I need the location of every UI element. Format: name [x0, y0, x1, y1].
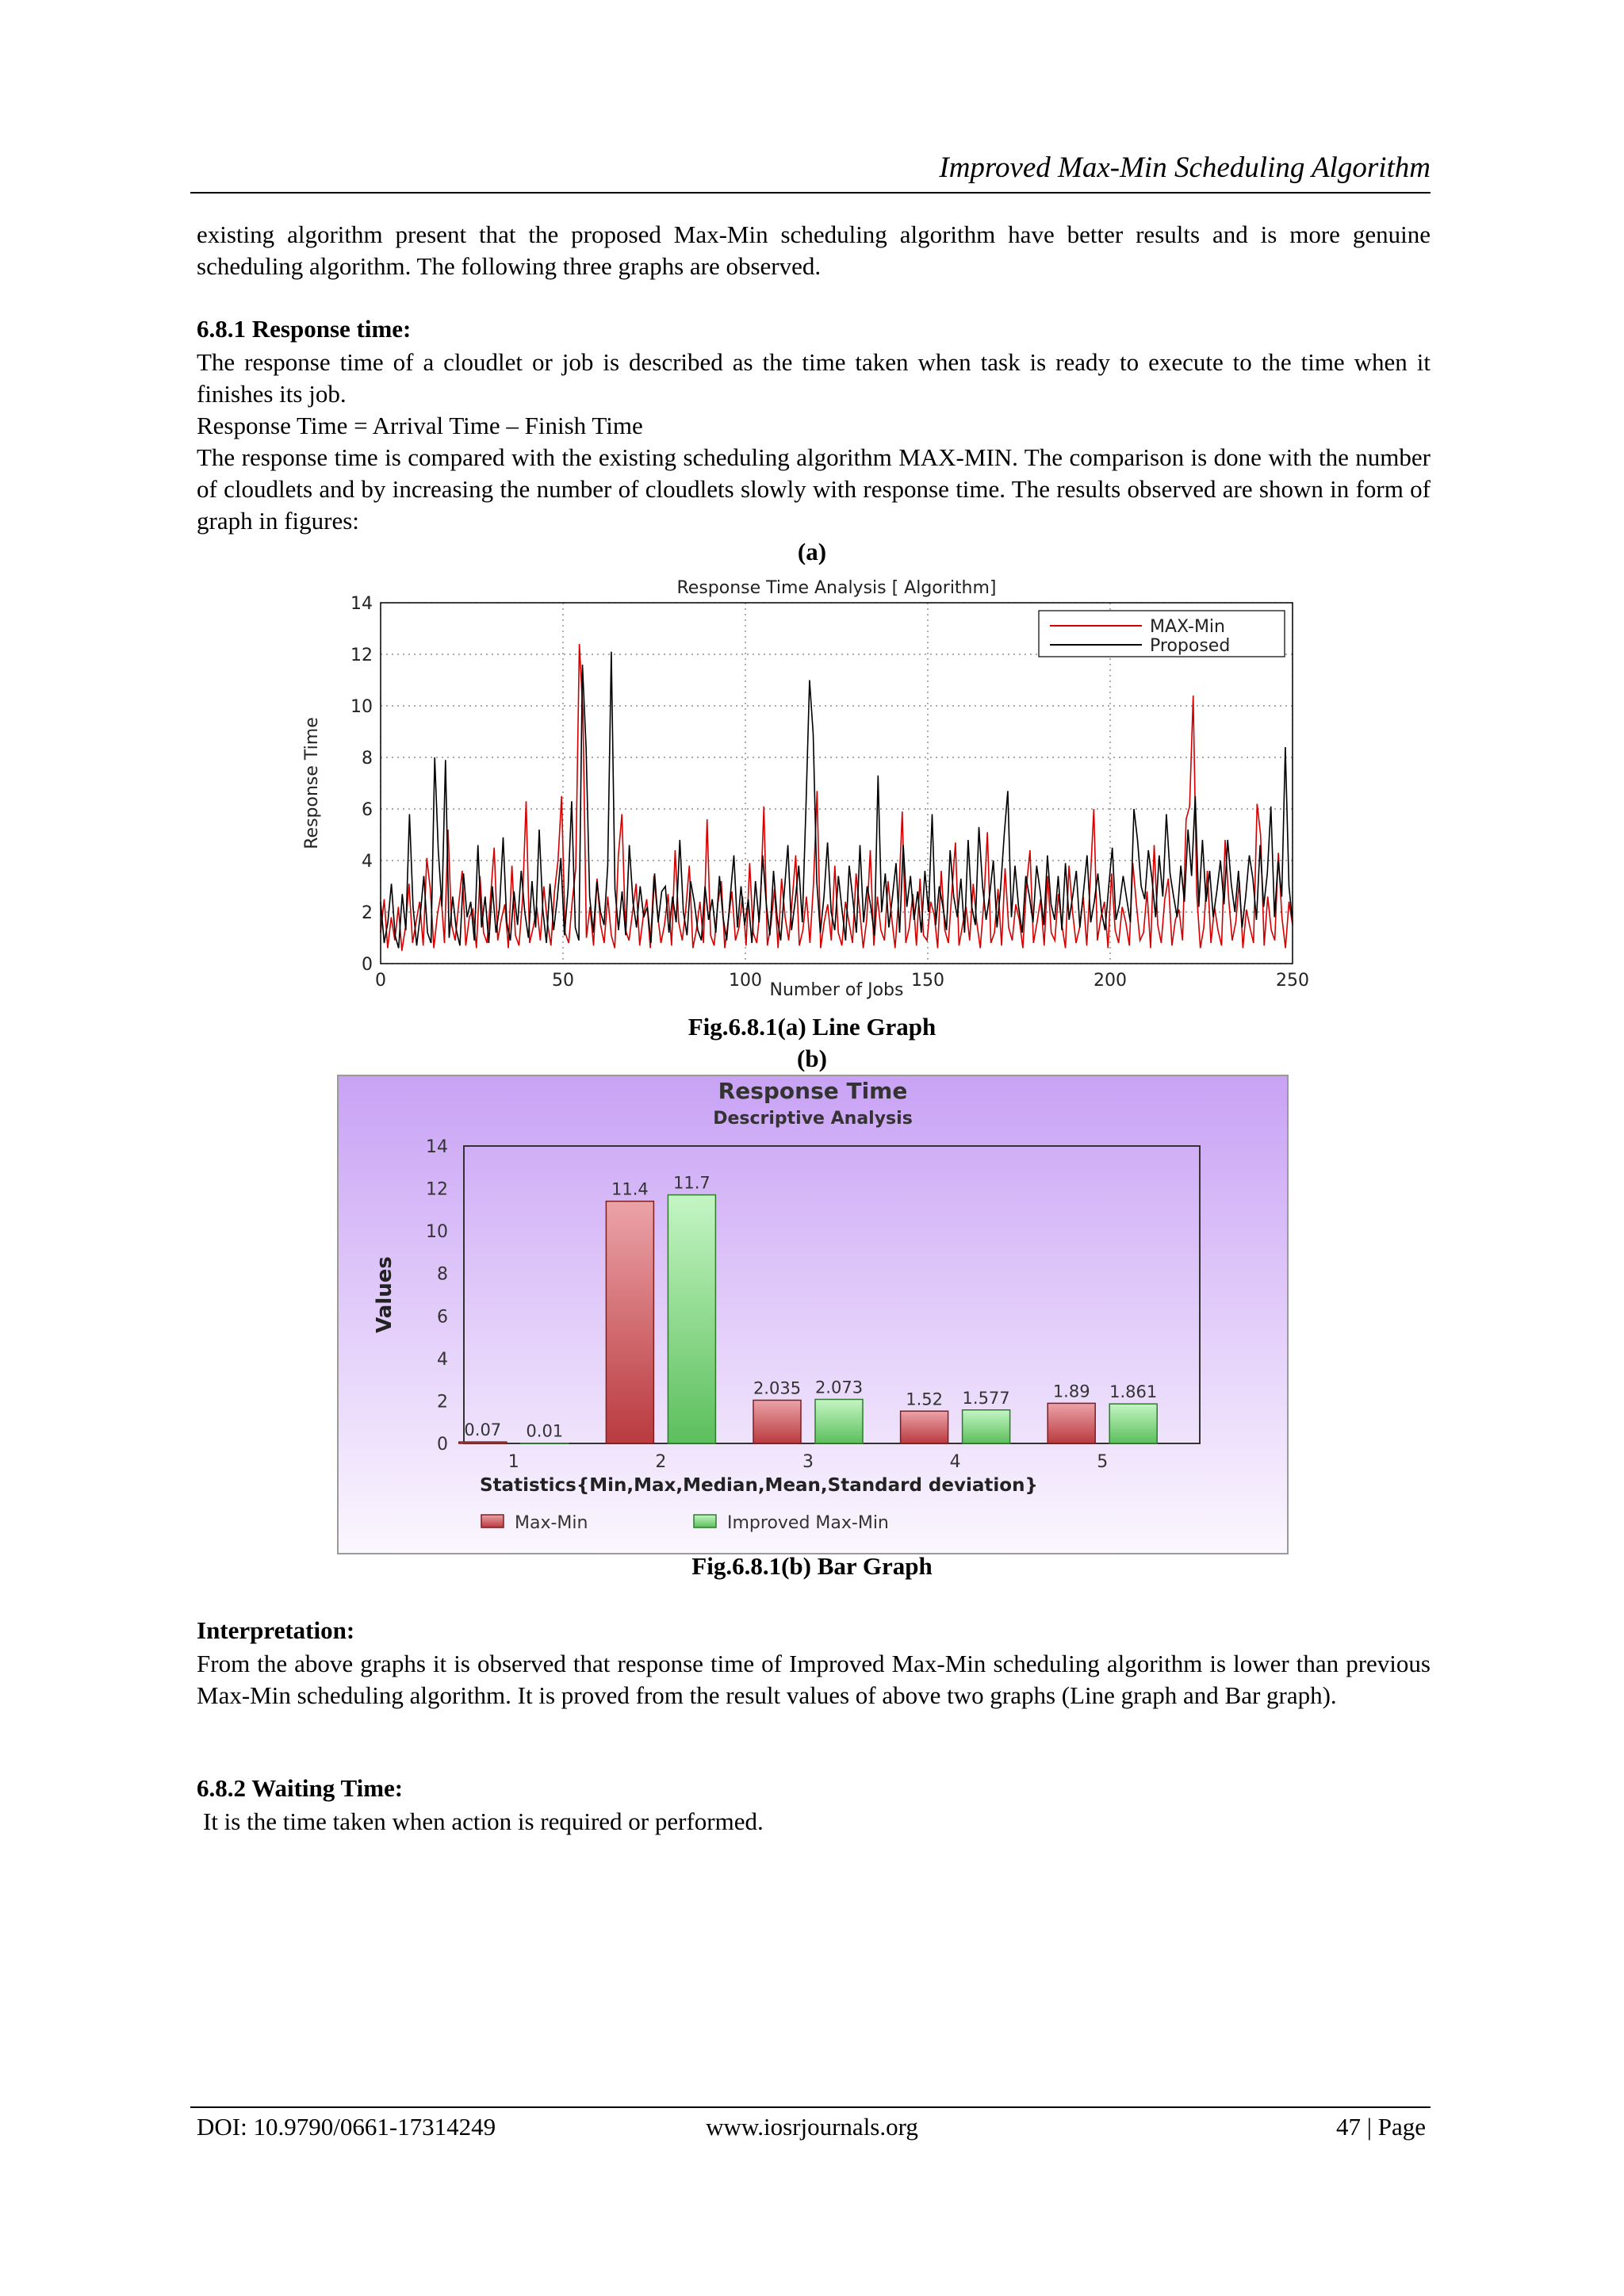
x-tick-label: 50: [552, 971, 574, 991]
data-label: 0.07: [464, 1420, 502, 1440]
data-label: 2.073: [814, 1378, 864, 1397]
legend-label: Max-Min: [515, 1513, 588, 1533]
y-tick-label: 6: [437, 1307, 448, 1328]
response-time-formula: Response Time = Arrival Time – Finish Time: [197, 412, 643, 439]
x-tick-label: 100: [729, 971, 762, 991]
footer-doi: DOI: 10.9790/0661-17314249: [197, 2113, 496, 2141]
data-label: 11.4: [611, 1179, 649, 1199]
y-tick-label: 12: [426, 1179, 448, 1200]
data-label: 1.89: [1052, 1382, 1090, 1401]
footer-page-number: 47 | Page: [1336, 2113, 1426, 2141]
y-tick-label: 8: [437, 1264, 448, 1285]
y-axis-label: Response Time: [302, 717, 322, 849]
x-axis-label: Statistics{Min,Max,Median,Mean,Standard deviation}: [480, 1475, 1038, 1496]
data-label: 2.035: [753, 1378, 802, 1398]
y-tick-label: 2: [362, 903, 373, 923]
chart-title: Response Time: [718, 1078, 908, 1104]
running-header: Improved Max-Min Scheduling Algorithm: [939, 151, 1431, 184]
bar-improved-5: [1109, 1404, 1157, 1443]
x-tick-label: 0: [375, 971, 386, 991]
data-label: 1.52: [906, 1389, 943, 1409]
footer-website: www.iosrjournals.org: [706, 2113, 918, 2141]
data-label: 0.01: [526, 1421, 564, 1441]
bar-max-min-3: [753, 1400, 801, 1443]
bar-improved-3: [815, 1399, 863, 1443]
bar-improved-4: [963, 1410, 1010, 1443]
x-tick-label: 1: [508, 1452, 519, 1472]
footer-rule: [190, 2106, 1431, 2108]
intro-paragraph: existing algorithm present that the proposed Max-Min scheduling algorithm have better results and is more genuine scheduling algorithm. The following three graphs are observed.: [197, 220, 1431, 280]
x-tick-label: 4: [949, 1452, 961, 1472]
y-tick-label: 0: [362, 955, 373, 975]
x-tick-label: 250: [1276, 971, 1309, 991]
bar-max-min-5: [1048, 1403, 1095, 1443]
bar-max-min-4: [901, 1411, 948, 1443]
y-tick-label: 4: [437, 1349, 448, 1370]
data-label: 11.7: [673, 1173, 710, 1193]
interpretation-heading: Interpretation:: [197, 1616, 355, 1644]
bar-improved-2: [668, 1195, 715, 1443]
x-axis-label: Number of Jobs: [769, 980, 904, 999]
y-tick-label: 8: [362, 749, 373, 769]
x-tick-label: 200: [1094, 971, 1127, 991]
legend-swatch: [481, 1515, 504, 1527]
bar-chart: [337, 1075, 1289, 1554]
figure-a-label: (a): [797, 538, 827, 565]
y-tick-label: 12: [350, 646, 373, 665]
x-tick-label: 2: [655, 1452, 667, 1472]
response-time-definition: The response time of a cloudlet or job is described as the time taken when task is ready to execute to the time when it finishes its job.: [197, 348, 1431, 408]
figure-b-label: (b): [797, 1045, 827, 1072]
x-tick-label: 150: [911, 971, 944, 991]
section-heading-response-time: 6.8.1 Response time:: [197, 315, 412, 343]
y-tick-label: 4: [362, 852, 373, 872]
y-tick-label: 14: [350, 594, 373, 614]
y-tick-label: 6: [362, 800, 373, 820]
data-label: 1.577: [962, 1388, 1010, 1408]
bar-max-min-1: [459, 1442, 507, 1443]
chart-title: Response Time Analysis [ Algorithm]: [676, 578, 997, 598]
response-time-comparison: The response time is compared with the existing scheduling algorithm MAX-MIN. The comparison is done with the number of cloudlets and by increasing the number of cloudlets slowly with response time. The results observed are shown in form of graph in figures:: [197, 443, 1431, 535]
y-axis-label: Values: [373, 1256, 396, 1333]
legend-label: Improved Max-Min: [727, 1513, 889, 1533]
y-tick-label: 10: [426, 1222, 448, 1243]
header-rule: [190, 192, 1431, 194]
figure-a-caption: Fig.6.8.1(a) Line Graph: [688, 1013, 936, 1041]
interpretation-paragraph: From the above graphs it is observed that response time of Improved Max-Min scheduling algorithm is lower than previous Max-Min scheduling algorithm. It is proved from the result values of above two graphs (Line graph and Bar graph).: [197, 1650, 1431, 1709]
x-tick-label: 3: [802, 1452, 814, 1472]
figure-b-caption: Fig.6.8.1(b) Bar Graph: [691, 1552, 933, 1580]
y-tick-label: 2: [437, 1392, 448, 1412]
bar-max-min-2: [606, 1202, 653, 1443]
legend-label: Proposed: [1150, 636, 1231, 656]
chart-subtitle: Descriptive Analysis: [713, 1109, 913, 1129]
y-tick-label: 10: [350, 697, 373, 717]
y-tick-label: 0: [437, 1435, 448, 1455]
line-chart: [293, 571, 1324, 999]
bar-improved-1: [521, 1443, 569, 1444]
legend-swatch: [694, 1515, 716, 1527]
y-tick-label: 14: [426, 1137, 448, 1157]
legend-label: MAX-Min: [1150, 617, 1225, 637]
waiting-time-definition: It is the time taken when action is required or performed.: [203, 1807, 764, 1835]
section-heading-waiting-time: 6.8.2 Waiting Time:: [197, 1774, 404, 1802]
x-tick-label: 5: [1097, 1452, 1109, 1472]
data-label: 1.861: [1109, 1382, 1158, 1402]
